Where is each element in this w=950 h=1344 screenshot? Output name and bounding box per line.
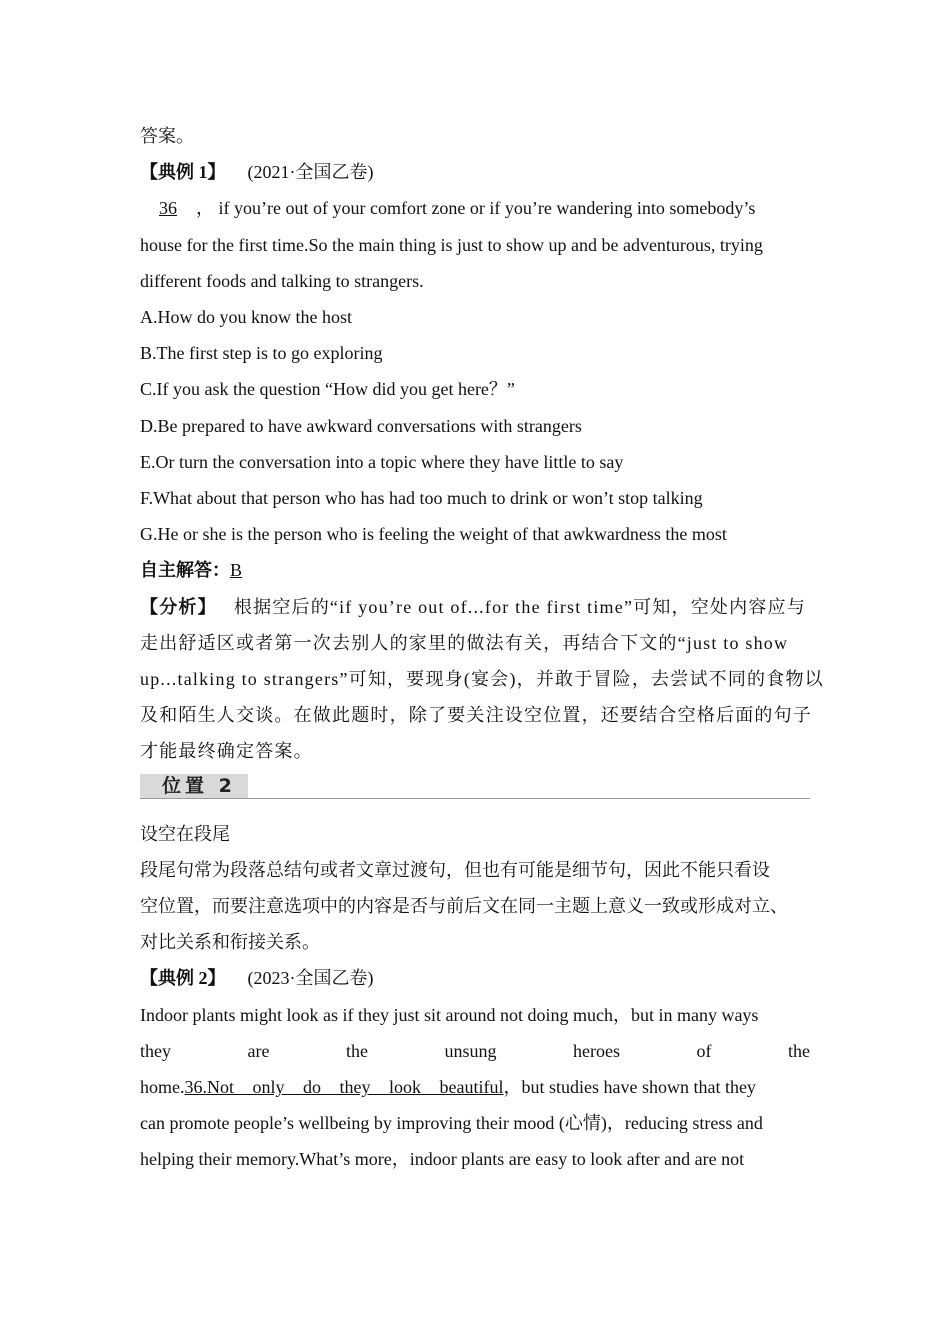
section-divider bbox=[140, 798, 810, 799]
analysis-line4: 及和陌生人交谈。在做此题时，除了要关注设空位置，还要结合空格后面的句子 bbox=[140, 705, 812, 726]
example2-tag: 【典例 2】 bbox=[140, 968, 226, 989]
example2-line5: helping their memory.What’s more，indoor plants are easy to look after and are not bbox=[140, 1149, 745, 1170]
example2-header bbox=[140, 960, 810, 996]
analysis-line3: up...talking to strangers”可知，要现身(宴会)，并敢于冒险，去尝试不同的食物以 bbox=[140, 669, 824, 690]
blank-36: 36 bbox=[159, 198, 177, 219]
intro-tail: 答案。 bbox=[140, 126, 194, 146]
example1-para-line1: ， if you’re out of your comfort zone or if you’re wandering into somebody’s bbox=[196, 198, 756, 219]
option-e: E.Or turn the conversation into a topic where they have little to say bbox=[140, 451, 624, 472]
answer-line bbox=[140, 552, 810, 588]
option-b: B.The first step is to go exploring bbox=[140, 343, 383, 364]
example2-line3 bbox=[140, 1069, 810, 1105]
document-page bbox=[140, 118, 824, 1178]
option-d: D.Be prepared to have awkward conversations with strangers bbox=[140, 415, 582, 436]
section-tab-label: 位置 2 bbox=[162, 774, 236, 797]
example1-header bbox=[140, 154, 810, 190]
option-a: A.How do you know the host bbox=[140, 307, 352, 328]
answer-value: B bbox=[230, 560, 243, 581]
example2-line1: Indoor plants might look as if they just sit around not doing much，but in many ways bbox=[140, 1004, 759, 1025]
section-desc-2: 空位置，而要注意选项中的内容是否与前后文在同一主题上意义一致或形成对立、 bbox=[140, 896, 788, 917]
example1-para-line2: house for the first time.So the main thing is just to show up and be adventurous, trying bbox=[140, 234, 763, 255]
example1-source: (2021·全国乙卷) bbox=[247, 162, 374, 183]
example1-line1 bbox=[140, 190, 810, 226]
example2-line3-pre: home. bbox=[140, 1077, 185, 1098]
section-desc-1: 段尾句常为段落总结句或者文章过渡句，但也有可能是细节句，因此不能只看设 bbox=[140, 859, 770, 880]
example2-source: (2023·全国乙卷) bbox=[247, 968, 374, 989]
analysis-line2: 走出舒适区或者第一次去别人的家里的做法有关，再结合下文的“just to show bbox=[140, 632, 789, 653]
section-heading: 设空在段尾 bbox=[140, 823, 230, 844]
example2-line4: can promote people’s wellbeing by improving their mood (心情)，reducing stress and bbox=[140, 1113, 763, 1134]
example1-para-line3: different foods and talking to strangers. bbox=[140, 270, 424, 291]
section-desc-3: 对比关系和衔接关系。 bbox=[140, 932, 320, 953]
example1-tag: 【典例 1】 bbox=[140, 162, 226, 183]
section-header bbox=[140, 772, 810, 802]
example2-line3-post: ，but studies have shown that they bbox=[503, 1077, 756, 1098]
answer-label: 自主解答： bbox=[140, 560, 230, 581]
example2-line2: they are the unsung heroes of the bbox=[140, 1040, 810, 1061]
option-c: C.If you ask the question “How did you get here？” bbox=[140, 379, 515, 400]
analysis-tag: 【分析】 bbox=[140, 596, 217, 617]
analysis-text-1: 根据空后的“if you’re out of...for the first time”可知，空处内容应与 bbox=[233, 596, 806, 617]
analysis-line5: 才能最终确定答案。 bbox=[140, 741, 313, 762]
option-f: F.What about that person who has had too much to drink or won’t stop talking bbox=[140, 488, 703, 509]
analysis-line1 bbox=[140, 589, 810, 625]
section-tab bbox=[140, 774, 248, 798]
example2-answer-36: 36.Not only do they look beautiful bbox=[184, 1077, 504, 1098]
option-g: G.He or she is the person who is feeling the weight of that awkwardness the most bbox=[140, 524, 727, 545]
